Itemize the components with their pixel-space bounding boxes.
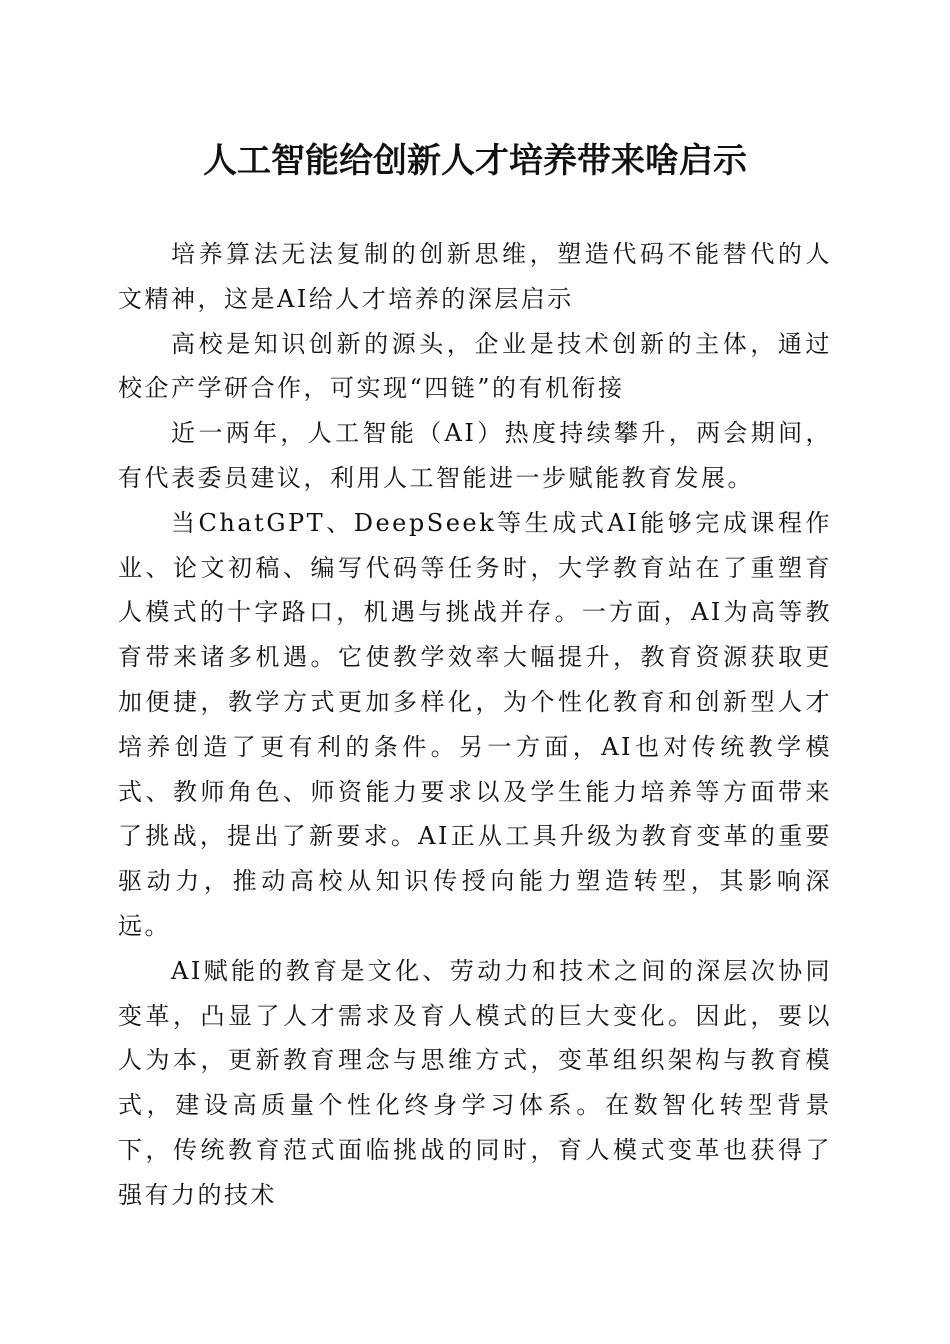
paragraph-1: 培养算法无法复制的创新思维，塑造代码不能替代的人文精神，这是AI给人才培养的深层启示 [118, 240, 832, 313]
document-body [118, 232, 832, 1218]
paragraph-4: 当ChatGPT、DeepSeek等生成式AI能够完成课程作业、论文初稿、编写代码等任务时，大学教育站在了重塑育人模式的十字路口，机遇与挑战并存。一方面，AI为高等教育带来诸多机遇。它使教学效率大幅提升，教育资源获取更加便捷，教学方式更加多样化，为个性化教育和创新型人才培养创造了更有利的条件。另一方面，AI也对传统教学模式、教师角色、师资能力要求以及学生能力培养等方面带来了挑战，提出了新要求。AI正从工具升级为教育变革的重要驱动力，推动高校从知识传授向能力塑造转型，其影响深远。 [118, 508, 832, 940]
paragraph-5: AI赋能的教育是文化、劳动力和技术之间的深层次协同变革，凸显了人才需求及育人模式的巨大变化。因此，要以人为本，更新教育理念与思维方式，变革组织架构与教育模式，建设高质量个性化终身学习体系。在数智化转型背景下，传统教育范式面临挑战的同时，育人模式变革也获得了强有力的技术 [118, 956, 832, 1209]
paragraph-2: 高校是知识创新的源头，企业是技术创新的主体，通过校企产学研合作，可实现“四链”的有机衔接 [118, 329, 832, 403]
document-title: 人工智能给创新人才培养带来啥启示 [203, 141, 747, 181]
paragraph-3: 近一两年，人工智能（AI）热度持续攀升，两会期间，有代表委员建议，利用人工智能进一步赋能教育发展。 [118, 419, 832, 492]
